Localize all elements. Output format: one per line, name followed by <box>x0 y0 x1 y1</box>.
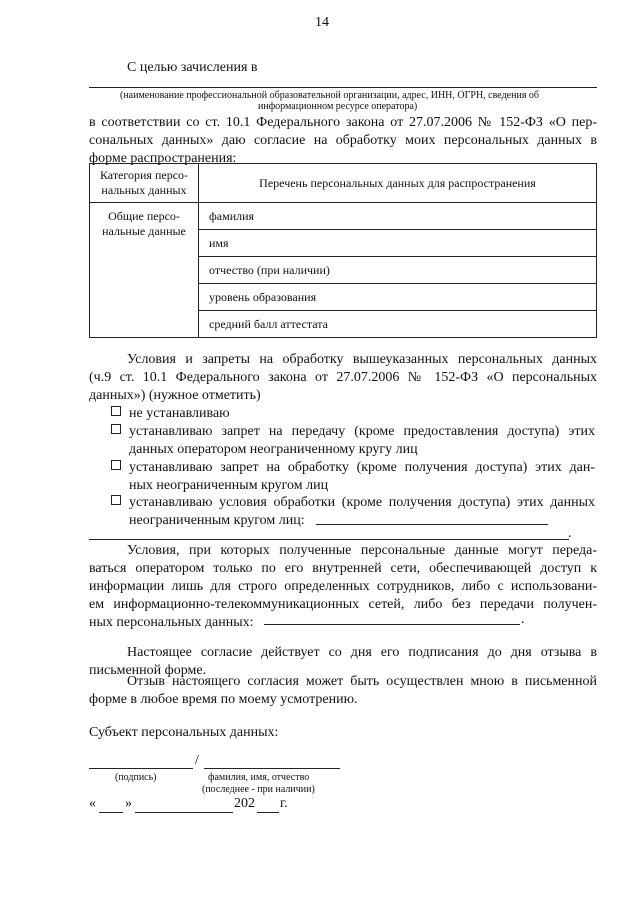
revoke-line-1: Отзыв настоящего согласия может быть осуществлен мною в письменной <box>127 674 597 689</box>
conditions-line-2: (ч.9 ст. 10.1 Федерального закона от 27.07.2006 № 152-ФЗ «О персональных <box>89 370 597 385</box>
validity-line-1: Настоящее согласие действует со дня его подписания до дня отзыва в <box>127 645 597 660</box>
revoke-line-2: форме в любое время по моему усмотрению. <box>89 692 358 707</box>
option-label-cont: данных оператором неограниченному кругу лиц <box>129 442 418 457</box>
year-prefix: 202 <box>234 796 255 811</box>
option-processing-conditions <box>111 494 595 528</box>
option-label: устанавливаю запрет на передачу (кроме предоставления доступа) этих <box>129 424 595 439</box>
list-item: фамилия <box>199 203 597 230</box>
validity-line-2: письменной форме. <box>89 663 207 678</box>
consent-paragraph <box>89 114 597 168</box>
transfer-line-4: ем информационно-телекоммуникационных сетей, либо без передачи получен- <box>89 597 597 612</box>
checkbox[interactable] <box>111 406 121 416</box>
full-name-hint-note: (последнее - при наличии) <box>202 784 315 795</box>
list-item: средний балл аттестата <box>199 311 597 338</box>
option-label: не устанавливаю <box>129 406 230 421</box>
revoke-paragraph <box>89 673 597 709</box>
transfer-line-1: Условия, при которых полученные персональные данные могут переда- <box>127 543 597 558</box>
column-header-list: Перечень персональных данных для распространения <box>199 164 597 203</box>
conditions-line-1: Условия и запреты на обработку вышеуказанных персональных данных <box>127 352 597 367</box>
signature-hint: (подпись) <box>115 772 157 783</box>
option-label-cont: ных неограниченным кругом лиц <box>129 478 329 493</box>
transfer-field[interactable] <box>264 624 520 625</box>
conditions-field[interactable] <box>316 524 548 525</box>
full-name-field[interactable] <box>204 768 340 769</box>
conditions-field-cont[interactable] <box>89 539 569 540</box>
date-open-quote: « <box>89 796 96 811</box>
list-item: отчество (при наличии) <box>199 257 597 284</box>
intro-text: С целью зачисления в <box>127 60 258 75</box>
signature-slash: / <box>195 753 199 768</box>
month-field[interactable] <box>135 812 233 813</box>
consent-line-1: в соответствии со ст. 10.1 Федерального закона от 27.07.2006 № 152-ФЗ «О пер- <box>89 115 597 130</box>
checkbox[interactable] <box>111 424 121 434</box>
consent-line-3: форме распространения: <box>89 151 237 166</box>
option-label: устанавливаю условия обработки (кроме получения доступа) этих данных <box>129 495 595 510</box>
option-label-cont: неограниченным кругом лиц: <box>129 513 305 528</box>
option-label: устанавливаю запрет на обработку (кроме получения доступа) этих дан- <box>129 460 595 475</box>
consent-line-2: сональных данных» даю согласие на обработку моих персональных данных в <box>89 133 597 148</box>
signature-field[interactable] <box>89 768 193 769</box>
option-processing-ban <box>111 459 595 493</box>
transfer-line-3: информации лишь для строго определенных сотрудников, либо с использовани- <box>89 579 597 594</box>
day-field[interactable] <box>99 812 123 813</box>
list-item: уровень образования <box>199 284 597 311</box>
table-row <box>90 203 597 230</box>
organization-hint-1: (наименование профессиональной образовательной организации, адрес, ИНН, ОГРН, сведения об <box>120 90 540 101</box>
option-none <box>111 405 595 423</box>
category-cell: Общие персо-нальные данные <box>90 203 199 338</box>
transfer-line-5: ных персональных данных: <box>89 615 254 630</box>
list-item: имя <box>199 230 597 257</box>
organization-hint-2: информационном ресурсе оператора) <box>258 101 418 112</box>
checkbox[interactable] <box>111 495 121 505</box>
transfer-line-2: ваться оператором только по его внутренней сети, обеспечивающей доступ к <box>89 561 597 576</box>
conditions-paragraph <box>89 351 597 405</box>
subject-label: Субъект персональных данных: <box>89 725 279 740</box>
year-suffix: г. <box>280 796 288 811</box>
personal-data-table <box>89 163 597 338</box>
column-header-category: Категория персо-нальных данных <box>90 164 199 203</box>
checkbox[interactable] <box>111 460 121 470</box>
full-name-hint: фамилия, имя, отчество <box>208 772 310 783</box>
page-number: 14 <box>315 15 329 30</box>
table-header-row <box>90 164 597 203</box>
date-close-quote: » <box>125 796 132 811</box>
option-transfer-ban <box>111 423 595 457</box>
year-field[interactable] <box>257 812 279 813</box>
date-block <box>89 795 349 815</box>
conditions-line-3: данных») (нужное отметить) <box>89 388 261 403</box>
organization-field[interactable] <box>89 87 597 88</box>
